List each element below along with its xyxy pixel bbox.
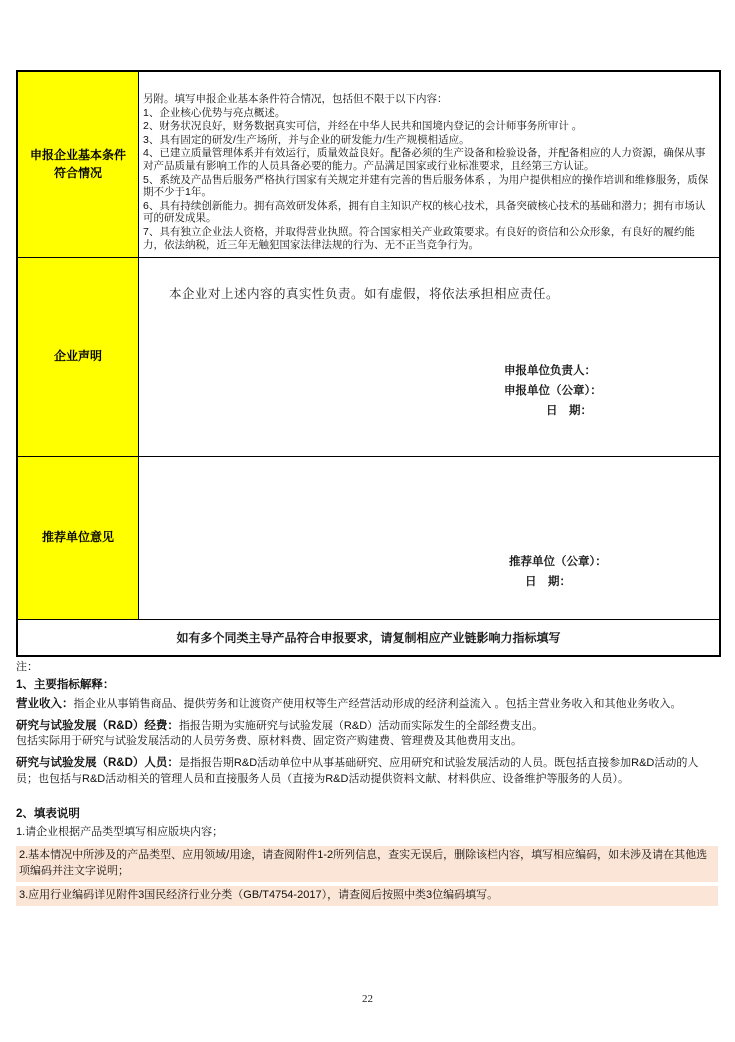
- enterprise-declaration-cell: [139, 258, 719, 457]
- definition-rd-expenditure-term: 研究与试验发展（R&D）经费：: [16, 719, 179, 732]
- definition-operating-revenue-term: 营业收入：: [16, 697, 74, 710]
- table-footer-note: 如有多个同类主导产品符合申报要求，请复制相应产业链影响力指标填写: [18, 620, 719, 655]
- label-recommending-unit-opinion-text: 推荐单位意见: [41, 530, 114, 545]
- condition-item-6: 6、具有持续创新能力。拥有高效研发体系，拥有自主知识产权的核心技术，具备突破核心技术的基础和潜力；拥有市场认可的研发成果。: [143, 199, 706, 225]
- conditions-intro: 另附。填写申报企业基本条件符合情况，包括但不限于以下内容：: [143, 93, 448, 105]
- definition-operating-revenue: [16, 696, 718, 713]
- declaration-statement: 本企业对上述内容的真实性负责。如有虚假，将依法承担相应责任。: [169, 287, 560, 301]
- label-recommending-unit-opinion: [18, 457, 139, 620]
- condition-item-7: 7、具有独立企业法人资格，并取得营业执照。符合国家相关产业政策要求。有良好的资信和公众形象，有良好的履约能力，依法纳税，近三年无触犯国家法律法规的行为、无不正当竞争行为。: [143, 225, 695, 251]
- label-basic-conditions-line2: 符合情况: [53, 165, 102, 180]
- instruction-3-highlighted: 3.应用行业编码详见附件3国民经济行业分类（GB/T4754-2017），请查阅后按照中类3位编码填写。: [16, 886, 718, 906]
- label-basic-conditions: [18, 72, 139, 258]
- condition-item-2: 2、财务状况良好，财务数据真实可信，并经在中华人民共和国境内登记的会计师事务所审计 。: [143, 120, 583, 133]
- condition-item-1: 1、企业核心优势与亮点概述。: [143, 106, 286, 119]
- basic-conditions-cell: [139, 72, 719, 258]
- condition-item-5: 5、系统及产品售后服务严格执行国家有关规定并建有完善的售后服务体系 ，为用户提供相应的操作培训和维修服务，质保期不少于1年。: [143, 173, 709, 199]
- notes-section1-title: 1、主要指标解释：: [16, 678, 115, 691]
- basic-conditions-text: [139, 72, 719, 254]
- sig-recommending-unit-seal: 推荐单位（公章）：: [509, 556, 607, 568]
- instruction-2-highlighted: 2.基本情况中所涉及的产品类型、应用领域/用途，请查阅附件1-2所列信息，查实无误后，删除该栏内容，填写相应编码，如未涉及请在其他选项编码并注文字说明；: [16, 846, 718, 882]
- sig-recommendation-date: 日 期：: [525, 576, 571, 588]
- condition-item-4: 4、已建立质量管理体系并有效运行，质量效益良好。配备必须的生产设备和检验设备，并配备相应的人力资源，确保从事对产品质量有影响工作的人员具备必要的能力。产品满足国家或行业标准要求，且经第三方认证。: [143, 147, 706, 172]
- application-form-table: [16, 70, 721, 657]
- definition-operating-revenue-text: 指企业从事销售商品、提供劳务和让渡资产使用权等生产经营活动形成的经济利益流入 。包括主营业务收入和其他业务收入。: [73, 697, 682, 710]
- notes-spacer: [16, 793, 718, 806]
- recommending-unit-opinion-cell: [139, 457, 719, 620]
- definition-rd-expenditure-text2: 包括实际用于研究与试验发展活动的人员劳务费、原材料费、固定资产购建费、管理费及其他费用支出。: [16, 735, 522, 748]
- sig-date: 日 期：: [546, 405, 592, 417]
- recommendation-signature-block: [509, 552, 607, 592]
- label-enterprise-declaration-text: 企业声明: [53, 349, 102, 364]
- label-enterprise-declaration: [18, 258, 139, 457]
- definition-rd-expenditure-text: 指报告期为实施研究与试验发展（R&D）活动而实际发生的全部经费支出。: [178, 719, 544, 732]
- notes-section: [16, 660, 718, 910]
- sig-responsible-person: 申报单位负责人：: [504, 365, 596, 377]
- condition-item-3: 3、具有固定的研发/生产场所，并与企业的研发能力/生产规模相适应。: [143, 133, 470, 146]
- definition-rd-personnel: [16, 755, 718, 788]
- definition-rd-personnel-term: 研究与试验发展（R&D）人员：: [16, 757, 179, 770]
- sig-unit-seal: 申报单位（公章）：: [504, 385, 602, 397]
- notes-section2-title: 2、填表说明: [16, 808, 80, 821]
- label-basic-conditions-line1: 申报企业基本条件: [29, 148, 126, 163]
- declaration-signature-block: [504, 361, 602, 421]
- definition-rd-personnel-text: 是指报告期R&D活动单位中从事基础研究、应用研究和试验发展活动的人员。既包括直接参加R&D活动的人员；也包括与R&D活动相关的管理人员和直接服务人员（直接为R&D活动提供资料文献、材料供应、设备维护等服务的人员）。: [16, 757, 699, 786]
- page-number: 22: [362, 993, 373, 1005]
- instruction-1: 1.请企业根据产品类型填写相应版块内容；: [16, 825, 224, 838]
- note-label: 注：: [16, 661, 38, 673]
- definition-rd-expenditure: [16, 718, 718, 751]
